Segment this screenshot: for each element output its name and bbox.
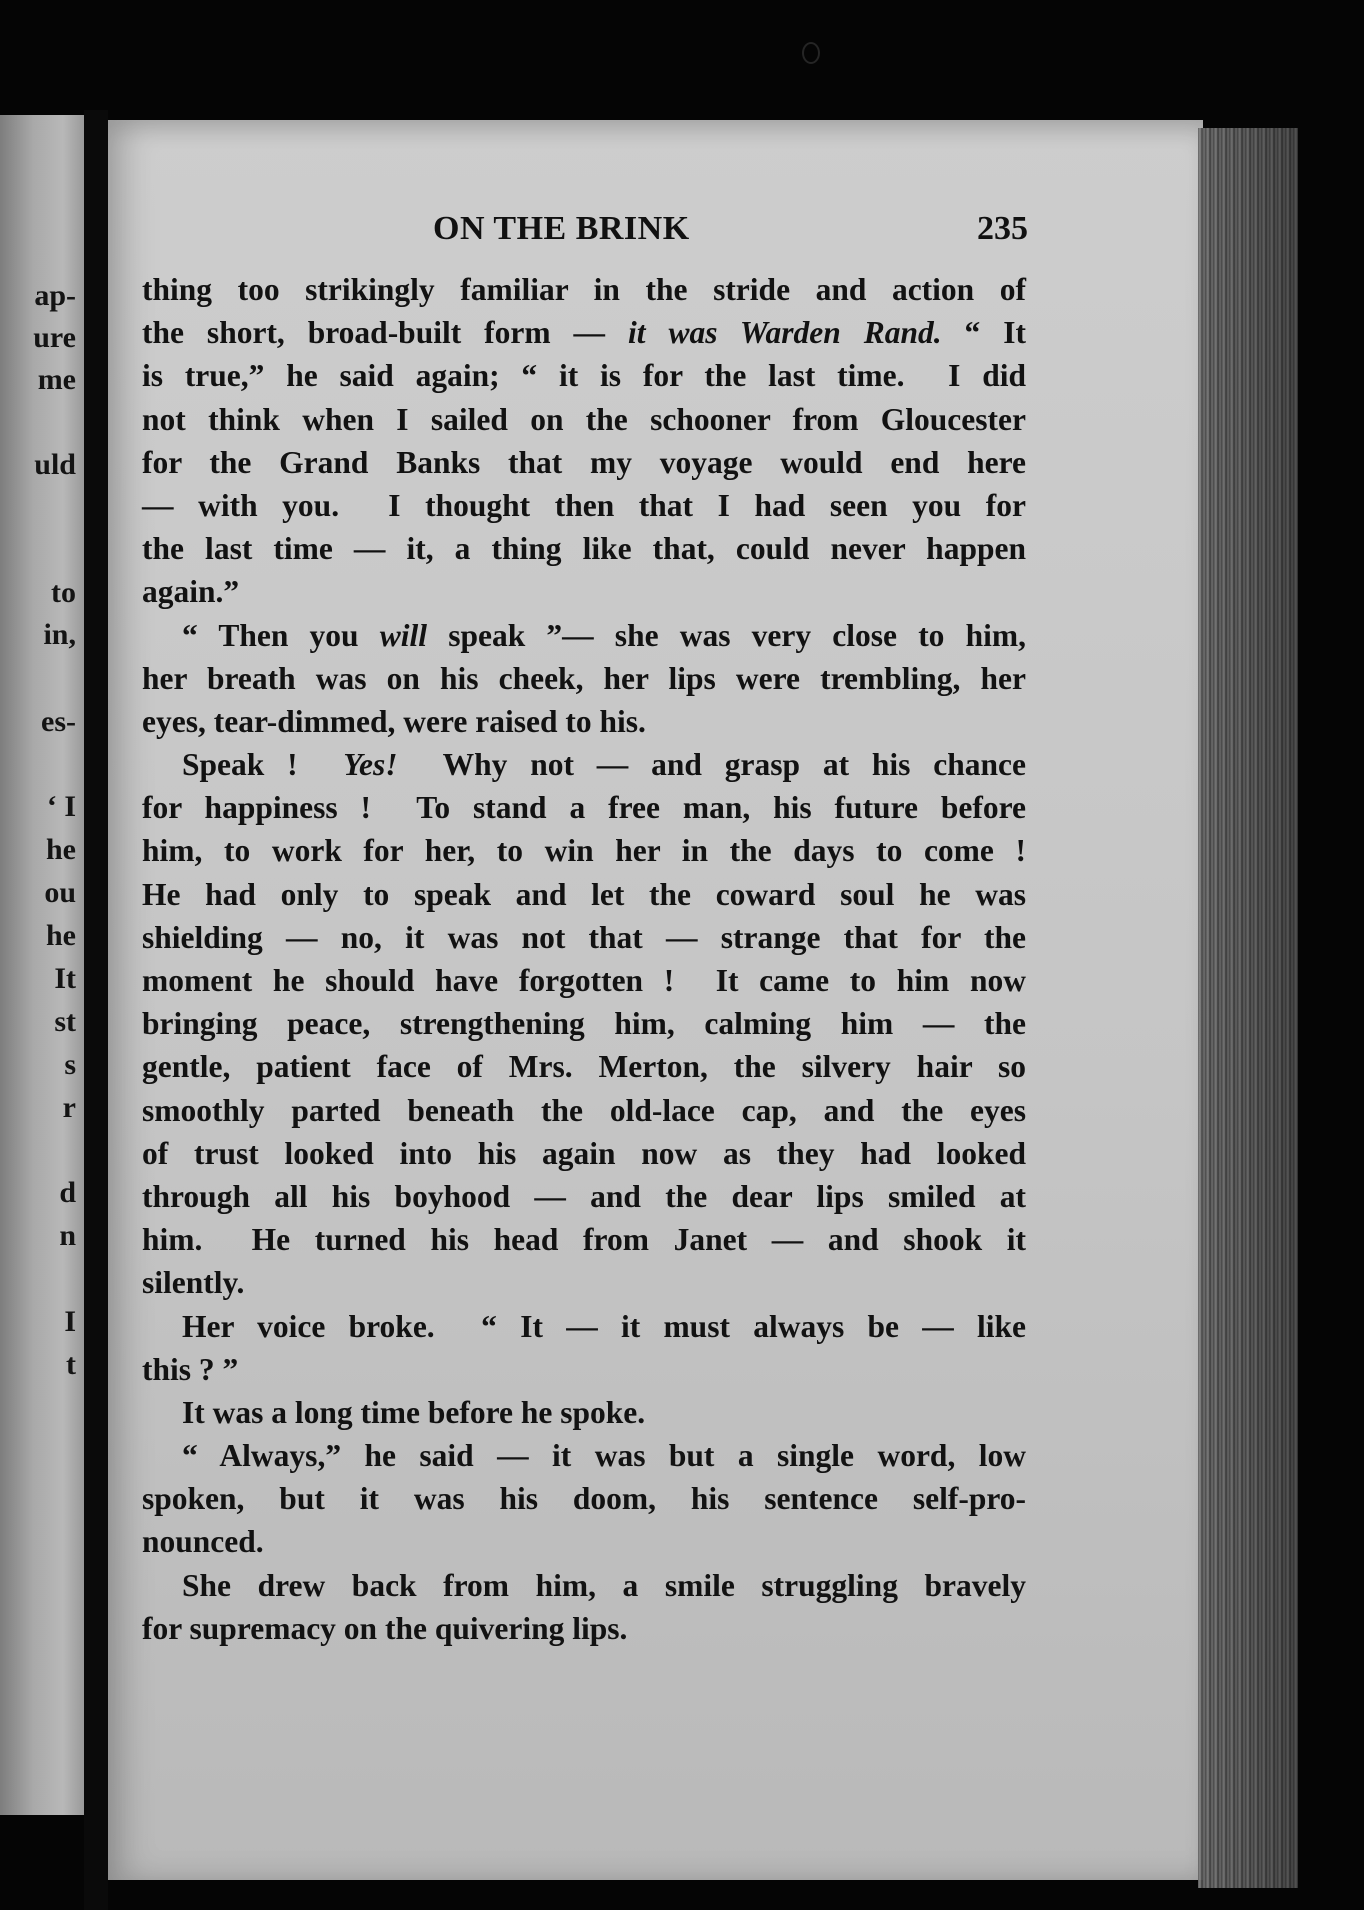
text-line: bringing peace, strengthening him, calming him — the [142,1006,1026,1042]
text-line: Her voice broke. “ It — it must always be — like [182,1308,1026,1344]
text-line: thing too strikingly familiar in the stride and action of [142,272,1026,307]
text-line: eyes, tear-dimmed, were raised to his. [142,703,646,739]
text-line: silently. [142,1265,245,1301]
text-line: gentle, patient face of Mrs. Merton, the silvery hair so [142,1049,1026,1085]
text-line: through all his boyhood — and the dear lips smiled at [142,1178,1026,1214]
text-line: him. He turned his head from Janet — and shook it [142,1222,1026,1258]
text-line: is true,” he said again; “ it is for the last time. I did [142,358,1026,394]
page-edge-shadow [1198,128,1298,1888]
text-line: the last time — it, a thing like that, could never happen [142,531,1026,567]
body-text [142,268,1026,1650]
text-line: for supremacy on the quivering lips. [142,1610,628,1646]
scan-smudge [802,42,820,64]
left-page-fragment: n [59,1219,76,1252]
running-title: ON THE BRINK [433,210,690,247]
left-page-fragment: I [64,1305,76,1338]
left-page-fragment: he [46,919,76,952]
left-page-fragment: es- [41,705,76,738]
text-line: him, to work for her, to win her in the days to come ! [142,833,1026,869]
text-line: nounced. [142,1524,264,1560]
text-line: She drew back from him, a smile struggling bravely [182,1567,1026,1603]
left-page-fragment: ‘ I [46,790,76,823]
left-page-fragment: ure [33,321,76,354]
text-line: not think when I sailed on the schooner from Gloucester [142,401,1026,437]
left-page-fragment: st [54,1005,76,1038]
text-line: moment he should have forgotten ! It came to him now [142,963,1026,998]
left-page-fragment: uld [34,448,76,481]
italic-phrase: will [379,617,428,653]
italic-phrase: Yes! [343,747,398,783]
left-page-fragment: in, [43,618,76,651]
text-line: for happiness ! To stand a free man, his future before [142,790,1026,826]
text-line: It was a long time before he spoke. [182,1394,646,1430]
left-page-fragment: ou [44,876,76,909]
text-line: again.” [142,574,240,610]
text-line: “ Always,” he said — it was but a single word, low [182,1438,1026,1474]
left-page-fragment: me [37,363,76,396]
text-line: “ Then you will speak ”— she was very close to him, [182,617,1026,653]
text-line: Speak ! Yes! Why not — and grasp at his chance [182,747,1026,783]
text-line: He had only to speak and let the coward soul he was [142,876,1026,912]
left-page-fragment: It [54,962,76,995]
text-line: of trust looked into his again now as they had looked [142,1135,1026,1171]
text-line: her breath was on his cheek, her lips were trembling, her [142,660,1026,696]
text-line: for the Grand Banks that my voyage would end here [142,444,1026,480]
italic-phrase: it was Warden Rand. [628,315,942,351]
left-page-fragment: r [62,1091,76,1124]
left-page-fragment: he [46,833,76,866]
left-page-fragment: t [66,1348,76,1381]
text-line: spoken, but it was his doom, his sentence self-pro- [142,1481,1026,1517]
running-head [108,210,1028,254]
left-page-fragment: to [51,576,76,609]
page-number: 235 [977,210,1028,247]
left-page-fragment: s [64,1048,76,1081]
text-line: the short, broad-built form — it was Warden Rand. “ It [142,315,1026,351]
book-gutter [84,110,108,1910]
left-page-fragment: d [59,1176,76,1209]
text-line: smoothly parted beneath the old-lace cap, and the eyes [142,1092,1026,1128]
text-line: this ? ” [142,1351,239,1387]
left-page-fragment: ap- [34,279,76,312]
previous-page-edge [0,115,84,1815]
text-line: — with you. I thought then that I had seen you for [142,487,1026,523]
text-line: shielding — no, it was not that — strange that for the [142,919,1026,955]
